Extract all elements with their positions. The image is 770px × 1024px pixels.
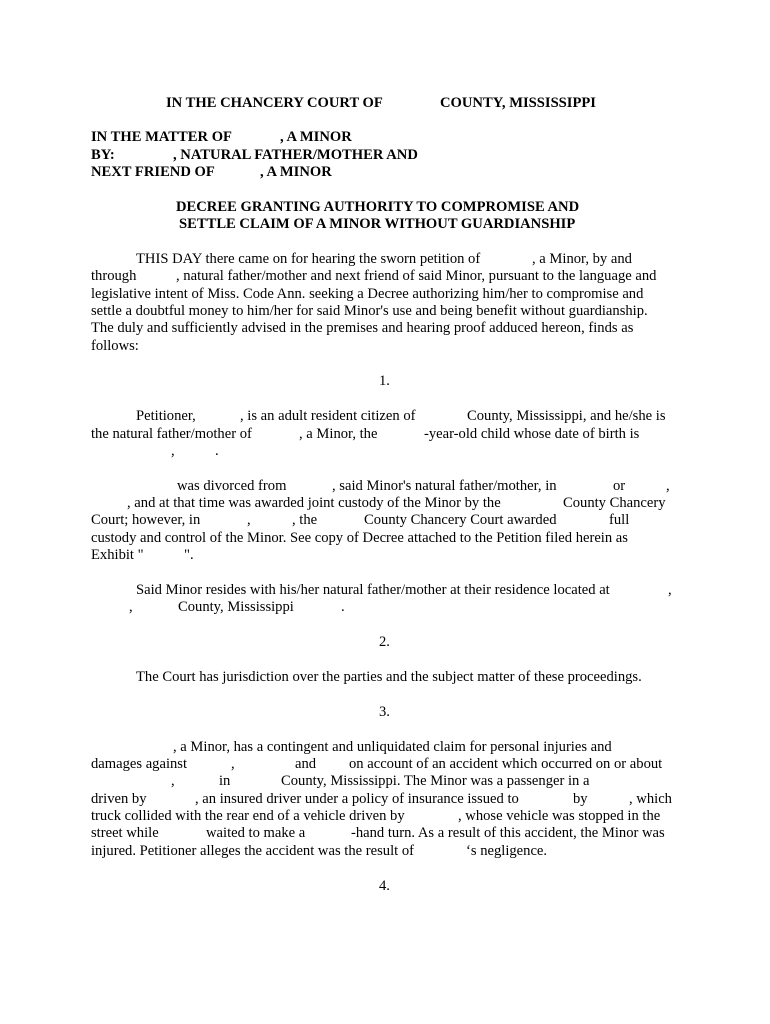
court-heading-right: COUNTY, MISSISSIPPI xyxy=(440,95,596,111)
matter-line-2a: BY: xyxy=(91,147,115,163)
matter-line-3a: NEXT FRIEND OF xyxy=(91,164,215,180)
s3-line-3b: in xyxy=(219,773,231,789)
s1-p2-line-1b: , said Minor's natural father/mother, in xyxy=(332,478,557,494)
intro-line-2b: , natural father/mother and next friend of said Minor, pursuant to the language and xyxy=(176,268,657,284)
s1-p2-line-2b: County Chancery xyxy=(563,495,666,511)
s3-line-2d: on account of an accident which occurred on or about xyxy=(349,756,663,772)
matter-line-3b: , A MINOR xyxy=(260,164,332,180)
s3-line-4d: , which xyxy=(629,791,672,807)
s1-p1-line-1a: Petitioner, xyxy=(136,408,196,424)
matter-line-1b: , A MINOR xyxy=(280,129,352,145)
s3-line-4b: , an insured driver under a policy of insurance issued to xyxy=(195,791,519,807)
s1-p2-line-1d: , xyxy=(666,478,670,494)
s1-p2-line-3d: County Chancery Court awarded xyxy=(364,512,557,528)
s1-p2-line-3e: full xyxy=(609,512,630,528)
s3-line-7b: ‘s negligence. xyxy=(466,843,548,859)
s1-p1-line-2b: , a Minor, the xyxy=(299,426,378,442)
s3-line-6a: street while xyxy=(91,825,159,841)
s1-p1-line-3a: , xyxy=(171,443,175,459)
s3-line-1: , a Minor, has a contingent and unliquidated claim for personal injuries and xyxy=(173,739,612,755)
s3-line-4c: by xyxy=(573,791,588,807)
s3-line-5b: , whose vehicle was stopped in the xyxy=(458,808,661,824)
s1-p1-line-1b: , is an adult resident citizen of xyxy=(240,408,416,424)
intro-line-5: The duly and sufficiently advised in the premises and hearing proof adduced hereon, finds as xyxy=(91,320,634,336)
s3-line-4a: driven by xyxy=(91,791,147,807)
s3-line-3c: County, Mississippi. The Minor was a passenger in a xyxy=(281,773,590,789)
matter-line-2b: , NATURAL FATHER/MOTHER AND xyxy=(173,147,418,163)
s3-line-7a: injured. Petitioner alleges the accident was the result of xyxy=(91,843,414,859)
s3-line-6c: -hand turn. As a result of this accident, the Minor was xyxy=(351,825,665,841)
s1-p3-line-2b: County, Mississippi xyxy=(178,599,294,615)
s3-line-2c: and xyxy=(295,756,317,772)
s1-p2-line-3b: , xyxy=(247,512,251,528)
s2-text: The Court has jurisdiction over the parties and the subject matter of these proceedings. xyxy=(136,669,642,685)
s3-line-3a: , xyxy=(171,773,175,789)
intro-line-2a: through xyxy=(91,268,137,284)
s1-p2-line-2a: , and at that time was awarded joint custody of the Minor by the xyxy=(127,495,501,511)
intro-line-3: legislative intent of Miss. Code Ann. seeking a Decree authorizing him/her to compromise and xyxy=(91,286,644,302)
s1-p3-line-1b: , xyxy=(668,582,672,598)
s3-line-6b: waited to make a xyxy=(206,825,306,841)
s1-p1-line-2c: -year-old child whose date of birth is xyxy=(424,426,640,442)
s3-line-2b: , xyxy=(231,756,235,772)
intro-line-1a: THIS DAY there came on for hearing the sworn petition of xyxy=(136,251,481,267)
s1-p2-line-4: custody and control of the Minor. See copy of Decree attached to the Petition filed herein as xyxy=(91,530,628,546)
s1-p2-line-5a: Exhibit " xyxy=(91,547,144,563)
s1-p2-line-3a: Court; however, in xyxy=(91,512,201,528)
decree-title-line-1: DECREE GRANTING AUTHORITY TO COMPROMISE AND xyxy=(176,199,580,215)
decree-title-line-2: SETTLE CLAIM OF A MINOR WITHOUT GUARDIANSHIP xyxy=(179,216,576,232)
s1-p3-line-1a: Said Minor resides with his/her natural father/mother at their residence located at xyxy=(136,582,610,598)
s3-line-2a: damages against xyxy=(91,756,188,772)
s1-p1-line-2a: the natural father/mother of xyxy=(91,426,252,442)
s1-p3-line-2c: . xyxy=(341,599,345,615)
s1-p2-line-1c: or xyxy=(613,478,626,494)
section-number-1: 1. xyxy=(379,373,390,389)
s1-p2-line-3c: , the xyxy=(292,512,318,528)
court-heading-left: IN THE CHANCERY COURT OF xyxy=(166,95,383,111)
section-number-2: 2. xyxy=(379,634,390,650)
intro-line-4: settle a doubtful money to him/her for said Minor's use and being benefit without guardianship. xyxy=(91,303,648,319)
s1-p1-line-3b: . xyxy=(215,443,219,459)
intro-line-6: follows: xyxy=(91,338,139,354)
matter-line-1a: IN THE MATTER OF xyxy=(91,129,232,145)
intro-line-1b: , a Minor, by and xyxy=(532,251,632,267)
section-number-4: 4. xyxy=(379,878,390,894)
section-number-3: 3. xyxy=(379,704,390,720)
s1-p2-line-5b: ". xyxy=(184,547,194,563)
s1-p1-line-1c: County, Mississippi, and he/she is xyxy=(467,408,666,424)
s1-p3-line-2a: , xyxy=(129,599,133,615)
s3-line-5a: truck collided with the rear end of a vehicle driven by xyxy=(91,808,405,824)
s1-p2-line-1a: was divorced from xyxy=(177,478,287,494)
